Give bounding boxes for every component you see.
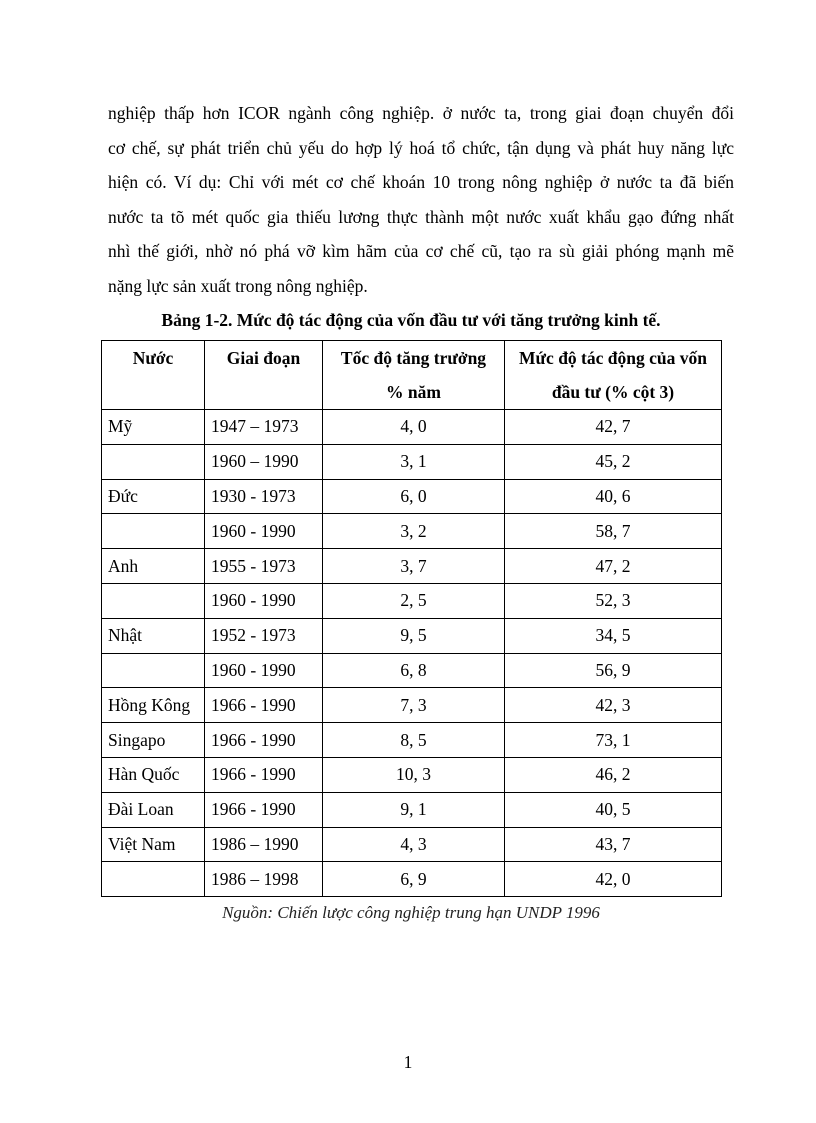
cell-country: Mỹ [102,410,205,445]
cell-impact: 58, 7 [505,514,722,549]
body-paragraph [108,96,734,303]
table-caption: Bảng 1-2. Mức độ tác động của vốn đầu tư với tăng trưởng kinh tế. [161,310,661,330]
cell-impact: 73, 1 [505,723,722,758]
cell-growth: 4, 0 [323,410,505,445]
table-row [102,827,722,862]
cell-impact: 40, 6 [505,479,722,514]
cell-country [102,583,205,618]
cell-period: 1960 - 1990 [205,583,323,618]
cell-growth: 7, 3 [323,688,505,723]
cell-country: Hồng Kông [102,688,205,723]
cell-period: 1952 - 1973 [205,618,323,653]
header-period: Giai đoạn [205,341,323,410]
cell-growth: 10, 3 [323,757,505,792]
cell-growth: 9, 1 [323,792,505,827]
cell-country: Đài Loan [102,792,205,827]
table-row [102,444,722,479]
paragraph-line: cơ chế, sự phát triển chủ yếu do hợp lý hoá tổ chức, tận dụng và phát huy năng lực [108,137,734,158]
cell-country [102,653,205,688]
paragraph-line: nước ta tõ mét quốc gia thiếu lương thực thành một nước xuất khẩu gạo đứng nhất [108,206,734,227]
header-impact: Mức độ tác động của vốn đầu tư (% cột 3) [505,341,722,410]
cell-impact: 43, 7 [505,827,722,862]
cell-country: Việt Nam [102,827,205,862]
cell-period: 1966 - 1990 [205,688,323,723]
cell-period: 1955 - 1973 [205,549,323,584]
cell-growth: 3, 7 [323,549,505,584]
cell-impact: 52, 3 [505,583,722,618]
table-row [102,653,722,688]
cell-country: Anh [102,549,205,584]
cell-impact: 40, 5 [505,792,722,827]
cell-country [102,514,205,549]
cell-period: 1966 - 1990 [205,757,323,792]
cell-impact: 42, 3 [505,688,722,723]
cell-growth: 8, 5 [323,723,505,758]
table-row [102,618,722,653]
paragraph-line: hiện có. Ví dụ: Chỉ với mét cơ chế khoán 10 trong nông nghiệp ở nước ta đã biến [108,172,734,192]
cell-period: 1986 – 1998 [205,862,323,897]
cell-impact: 46, 2 [505,757,722,792]
cell-period: 1966 - 1990 [205,723,323,758]
table-source-note: Nguồn: Chiến lược công nghiệp trung hạn UNDP 1996 [222,903,600,922]
paragraph-line: nghiệp thấp hơn ICOR ngành công nghiệp. ở nước ta, trong giai đoạn chuyển đổi [108,103,734,123]
table-row [102,792,722,827]
table-row [102,410,722,445]
paragraph-line: nặng lực sản xuất trong nông nghiệp. [108,275,368,296]
cell-country [102,444,205,479]
table-header-row [102,341,722,410]
cell-impact: 56, 9 [505,653,722,688]
cell-impact: 47, 2 [505,549,722,584]
cell-growth: 2, 5 [323,583,505,618]
investment-impact-table [101,340,722,897]
cell-country: Hàn Quốc [102,757,205,792]
cell-growth: 6, 0 [323,479,505,514]
cell-growth: 6, 8 [323,653,505,688]
cell-growth: 4, 3 [323,827,505,862]
cell-impact: 42, 0 [505,862,722,897]
table-row [102,688,722,723]
cell-period: 1960 - 1990 [205,653,323,688]
cell-period: 1960 – 1990 [205,444,323,479]
cell-country [102,862,205,897]
cell-growth: 3, 1 [323,444,505,479]
cell-growth: 3, 2 [323,514,505,549]
page-number: 1 [403,1052,413,1072]
table-row [102,479,722,514]
cell-country: Nhật [102,618,205,653]
cell-period: 1986 – 1990 [205,827,323,862]
table-row [102,549,722,584]
cell-country: Đức [102,479,205,514]
cell-impact: 45, 2 [505,444,722,479]
table-row [102,723,722,758]
cell-period: 1930 - 1973 [205,479,323,514]
table-row [102,862,722,897]
header-growth: Tốc độ tăng trưởng % năm [323,341,505,410]
cell-country: Singapo [102,723,205,758]
table-row [102,514,722,549]
table-row [102,583,722,618]
cell-period: 1960 - 1990 [205,514,323,549]
header-country: Nước [102,341,205,410]
cell-period: 1947 – 1973 [205,410,323,445]
cell-impact: 34, 5 [505,618,722,653]
table-row [102,757,722,792]
paragraph-line: nhì thế giới, nhờ nó phá vỡ kìm hãm của cơ chế cũ, tạo ra sù giải phóng mạnh mẽ [108,241,734,261]
cell-growth: 9, 5 [323,618,505,653]
cell-impact: 42, 7 [505,410,722,445]
cell-growth: 6, 9 [323,862,505,897]
cell-period: 1966 - 1990 [205,792,323,827]
